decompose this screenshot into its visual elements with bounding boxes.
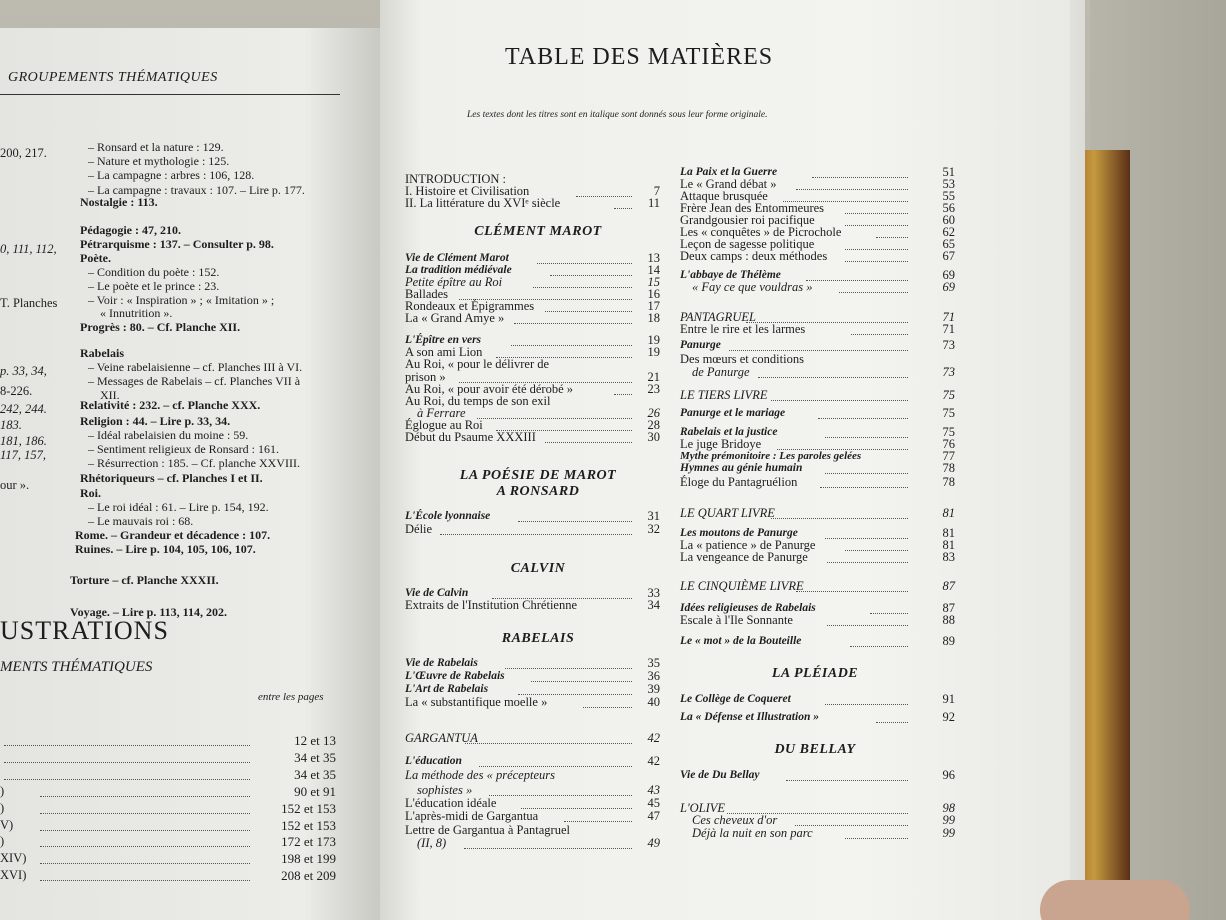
leader-dots [545,310,632,312]
toc-page-number: 45 [647,796,660,810]
index-fragment: p. 33, 34, [0,364,47,378]
toc-entry: Grandgousier roi pacifique [680,213,815,227]
leader-dots [4,761,250,763]
toc-page-number: 62 [942,225,955,239]
toc-section-heading: RABELAIS [501,631,575,646]
index-entry: – Le roi idéal : 61. – Lire p. 154, 192. [88,500,269,514]
index-entry: Ruines. – Lire p. 104, 105, 106, 107. [75,542,256,556]
leader-dots [40,812,250,814]
toc-page-number: 7 [653,184,660,198]
toc-page-number: 73 [942,338,955,352]
toc-entry: Déjà la nuit en son parc [692,826,813,840]
leader-dots [771,517,908,519]
leader-dots [825,703,908,705]
leader-dots [465,742,632,744]
toc-page-number: 88 [942,613,955,627]
leader-dots [531,680,632,682]
leader-dots [564,820,632,822]
toc-page-number: 31 [647,509,660,523]
toc-page-number: 26 [647,406,660,420]
index-entry: Rhétoriqueurs – cf. Planches I et II. [80,471,263,485]
index-entry: XII. [100,388,120,402]
toc-page-number: 81 [942,538,955,552]
toc-entry: à Ferrare [417,406,466,420]
leader-dots [845,248,908,250]
toc-entry: « Fay ce que vouldras » [692,280,813,294]
toc-entry: La Paix et la Guerre [680,166,778,178]
illustration-pages: 152 et 153 [281,818,336,833]
index-entry: Relativité : 232. – cf. Planche XXX. [80,398,261,412]
index-fragment: T. Planches [0,296,58,310]
toc-entry: Délie [405,522,433,536]
toc-entry: L'abbaye de Thélème [680,269,781,281]
toc-entry: Le « mot » de la Bouteille [680,635,802,647]
leader-dots [845,260,908,262]
leader-dots [4,778,250,780]
index-entry: Roi. [80,486,101,500]
toc-entry: LE CINQUIÈME LIVRE [680,579,804,593]
toc-page-number: 56 [942,201,955,215]
leader-dots [851,333,908,335]
toc-entry: Ballades [405,287,449,301]
index-entry: – Ronsard et la nature : 129. [88,140,224,154]
leader-dots [4,744,250,746]
leader-dots [876,721,908,723]
index-entry: – Messages de Rabelais – cf. Planches VII à [88,374,301,388]
toc-page-number: 99 [942,826,955,840]
toc-note: Les textes dont les titres sont en italique sont donnés sous leur forme originale. [467,110,768,120]
toc-page-number: 43 [647,783,660,797]
toc-entry: prison » [405,370,446,384]
illustration-label: XIV) [0,851,27,865]
index-fragment: 183. [0,418,22,432]
entre-les-pages-label: entre les pages [258,691,324,703]
toc-page-number: 77 [942,449,955,463]
toc-entry: Attaque brusquée [680,189,768,203]
index-entry: Religion : 44. – Lire p. 33, 34. [80,414,231,428]
toc-entry: Églogue au Roi [405,418,483,432]
toc-page-number: 96 [942,768,955,782]
toc-section-heading: A RONSARD [496,484,580,499]
toc-page-number: 21 [647,370,660,384]
toc-entry: GARGANTUA [405,731,478,745]
leader-dots [614,207,632,209]
toc-entry: Frère Jean des Entommeures [680,201,825,215]
toc-entry: La « Défense et Illustration » [680,711,819,723]
toc-entry: La « Grand Amye » [405,311,505,325]
toc-page-number: 17 [647,299,660,313]
header-rule [0,94,340,95]
leader-dots [845,837,908,839]
illustration-pages: 34 et 35 [294,750,336,765]
toc-entry: Mythe prémonitoire : Les paroles gelées [680,450,862,462]
leader-dots [786,779,908,781]
toc-entry: Vie de Calvin [405,587,469,599]
illustration-label: ) [0,784,5,798]
leader-dots [812,176,908,178]
illustration-pages: 90 et 91 [294,784,336,799]
toc-entry: Le juge Bridoye [680,437,762,451]
toc-entry: La méthode des « précepteurs [405,768,555,782]
toc-entry: Leçon de sagesse politique [680,237,815,251]
leader-dots [514,322,632,324]
toc-entry: Idées religieuses de Rabelais [680,602,816,614]
leader-dots [614,393,632,395]
leader-dots [806,279,908,281]
toc-page-number: 75 [942,425,955,439]
toc-page-number: 19 [647,345,660,359]
illustration-pages: 34 et 35 [294,767,336,782]
illustration-label: ) [0,834,5,848]
toc-entry: Panurge [680,339,721,351]
toc-page-number: 14 [647,263,660,277]
toc-entry: INTRODUCTION : [405,172,507,186]
illustrations-subtitle: MENTS THÉMATIQUES [0,659,153,675]
toc-entry: Rabelais et la justice [680,426,778,438]
illustration-label: ) [0,801,5,815]
illustration-pages: 208 et 209 [281,868,336,883]
toc-page-number: 73 [942,365,955,379]
toc-page-number: 60 [942,213,955,227]
leader-dots [827,561,908,563]
leader-dots [825,537,908,539]
toc-page-number: 87 [942,601,955,615]
toc-entry: L'éducation [405,755,462,767]
toc-entry: Entre le rire et les larmes [680,322,806,336]
toc-page-number: 39 [647,682,660,696]
toc-page-number: 42 [647,754,660,768]
toc-page-number: 36 [647,669,660,683]
illustrations-title: USTRATIONS [0,616,169,645]
toc-entry: Ces cheveux d'or [692,813,778,827]
index-entry: Pédagogie : 47, 210. [80,223,181,237]
toc-entry: L'Art de Rabelais [405,683,489,695]
toc-entry: II. La littérature du XVIᵉ siècle [405,196,561,210]
leader-dots [820,486,908,488]
toc-page-number: 30 [647,430,660,444]
leader-dots [440,533,632,535]
leader-dots [758,376,908,378]
illustration-label: XVI) [0,868,27,882]
index-fragment: our ». [0,478,30,492]
toc-entry: L'École lyonnaise [405,510,491,522]
index-entry: – Résurrection : 185. – Cf. planche XXVIII. [88,456,300,470]
index-fragment: 117, 157, [0,448,46,462]
toc-page-number: 83 [942,550,955,564]
leader-dots [40,795,250,797]
toc-entry: Vie de Clément Marot [405,252,509,264]
toc-entry: Hymnes au génie humain [680,462,803,474]
leader-dots [464,847,632,849]
leader-dots [818,417,908,419]
toc-entry: Panurge et le mariage [680,407,786,419]
leader-dots [511,344,632,346]
leader-dots [576,195,632,197]
toc-entry: L'Œuvre de Rabelais [405,670,505,682]
index-entry: – Nature et mythologie : 125. [88,154,230,168]
illustration-label: V) [0,818,14,832]
illustration-pages: 12 et 13 [294,733,336,748]
toc-page-number: 78 [942,461,955,475]
leader-dots [845,549,908,551]
index-entry: – Idéal rabelaisien du moine : 59. [88,428,249,442]
toc-page-number: 81 [942,506,955,520]
toc-page-number: 16 [647,287,660,301]
toc-entry: La « patience » de Panurge [680,538,816,552]
toc-entry: Les moutons de Panurge [680,527,798,539]
toc-entry: L'après-midi de Gargantua [405,809,539,823]
index-fragment: 181, 186. [0,434,47,448]
toc-entry: Extraits de l'Institution Chrétienne [405,598,578,612]
toc-entry: LE QUART LIVRE [680,506,775,520]
toc-entry: Au Roi, « pour avoir été dérobé » [405,382,574,396]
toc-entry: A son ami Lion [405,345,483,359]
leader-dots [479,765,632,767]
toc-entry: I. Histoire et Civilisation [405,184,530,198]
leader-dots [40,862,250,864]
toc-entry: La « substantifique moelle » [405,695,548,709]
index-fragment: 0, 111, 112, [0,242,57,256]
toc-entry: LE TIERS LIVRE [680,388,768,402]
leader-dots [839,291,908,293]
leader-dots [729,349,908,351]
index-entry: – Condition du poète : 152. [88,265,220,279]
index-entry: « Innutrition ». [100,306,173,320]
toc-page-number: 32 [647,522,660,536]
toc-page-number: 42 [647,731,660,745]
toc-page-number: 75 [942,406,955,420]
leader-dots [550,274,632,276]
leader-dots [477,417,632,419]
leader-dots [796,590,908,592]
leader-dots [845,212,908,214]
leader-dots [850,645,908,647]
toc-page-number: 81 [942,526,955,540]
leader-dots [876,236,908,238]
toc-entry: Le Collège de Coqueret [680,693,791,705]
leader-dots [870,612,908,614]
toc-section-heading: CALVIN [510,561,566,576]
index-entry: – La campagne : arbres : 106, 128. [88,168,255,182]
toc-section-heading: LA PLÉIADE [771,666,859,681]
toc-page-number: 34 [647,598,660,612]
leader-dots [518,520,632,522]
toc-page-number: 65 [942,237,955,251]
toc-page-number: 19 [647,333,660,347]
index-fragment: 8-226. [0,384,33,398]
toc-entry: PANTAGRUEL [680,310,756,324]
toc-page-number: 99 [942,813,955,827]
index-entry: – Sentiment religieux de Ronsard : 161. [88,442,279,456]
toc-entry: Deux camps : deux méthodes [680,249,828,263]
toc-entry: Au Roi, du temps de son exil [405,394,551,408]
leader-dots [537,262,632,264]
toc-page-number: 23 [647,382,660,396]
toc-page-number: 89 [942,634,955,648]
toc-page-number: 51 [942,165,955,179]
index-entry: Rabelais [80,346,125,360]
leader-dots [771,399,908,401]
index-entry: Poète. [80,251,111,265]
leader-dots [845,224,908,226]
toc-page-number: 35 [647,656,660,670]
toc-entry: Lettre de Gargantua à Pantagruel [405,823,570,837]
toc-entry: L'Épître en vers [405,334,482,346]
toc-page-number: 87 [942,579,955,593]
toc-entry: Vie de Du Bellay [680,769,760,781]
toc-entry: Des mœurs et conditions [680,352,804,366]
toc-page-number: 11 [647,196,660,210]
toc-page-number: 15 [647,275,660,289]
index-entry: – Le mauvais roi : 68. [88,514,194,528]
leader-dots [583,706,632,708]
index-entry: – Veine rabelaisienne – cf. Planches III à VI. [88,360,303,374]
toc-section-heading: CLÉMENT MAROT [474,224,602,239]
toc-entry: (II, 8) [417,836,447,850]
toc-page-number: 28 [647,418,660,432]
index-entry: – Le poète et le prince : 23. [88,279,220,293]
toc-page-number: 75 [942,388,955,402]
leader-dots [533,286,632,288]
toc-entry: de Panurge [692,365,750,379]
leader-dots [40,829,250,831]
leader-dots [489,794,632,796]
toc-entry: Rondeaux et Épigrammes [405,299,535,313]
left-page [0,28,380,920]
toc-entry: Éloge du Pantagruélion [680,475,798,489]
toc-page-number: 55 [942,189,955,203]
index-fragment: 242, 244. [0,402,47,416]
toc-page-number: 67 [942,249,955,263]
toc-page-number: 49 [647,836,660,850]
toc-page-number: 33 [647,586,660,600]
leader-dots [827,624,908,626]
toc-page-number: 78 [942,475,955,489]
toc-entry: sophistes » [417,783,473,797]
toc-page-number: 47 [647,809,660,823]
leader-dots [545,441,632,443]
leader-dots [505,667,632,669]
toc-page-number: 13 [647,251,660,265]
toc-page-number: 71 [942,322,955,336]
index-entry: Rome. – Grandeur et décadence : 107. [75,528,271,542]
leader-dots [825,436,908,438]
toc-entry: Au Roi, « pour le délivrer de [405,357,550,371]
index-entry: Nostalgie : 113. [80,195,158,209]
right-page [380,0,1070,920]
toc-entry: L'OLIVE [680,801,726,815]
toc-entry: La tradition médiévale [405,264,512,276]
toc-page-number: 18 [647,311,660,325]
index-entry: Voyage. – Lire p. 113, 114, 202. [70,605,228,619]
toc-entry: La vengeance de Panurge [680,550,808,564]
index-entry: Torture – cf. Planche XXXII. [70,573,219,587]
toc-page-number: 53 [942,177,955,191]
toc-page-number: 98 [942,801,955,815]
toc-page-number: 92 [942,710,955,724]
illustration-pages: 198 et 199 [281,851,336,866]
toc-page-number: 76 [942,437,955,451]
toc-entry: Début du Psaume XXXIII [405,430,536,444]
toc-page-number: 69 [942,280,955,294]
toc-entry: Le « Grand débat » [680,177,777,191]
leader-dots [825,472,908,474]
leader-dots [796,188,908,190]
illustration-pages: 172 et 173 [281,834,336,849]
leader-dots [40,845,250,847]
index-entry: Progrès : 80. – Cf. Planche XII. [80,320,241,334]
toc-page-number: 91 [942,692,955,706]
toc-entry: Escale à l'Ile Sonnante [680,613,793,627]
toc-entry: Les « conquêtes » de Picrochole [680,225,842,239]
toc-section-heading: LA POÉSIE DE MAROT [459,468,617,483]
illustration-pages: 152 et 153 [281,801,336,816]
toc-title: TABLE DES MATIÈRES [505,44,774,70]
toc-entry: Petite épître au Roi [405,275,503,289]
index-entry: – Voir : « Inspiration » ; « Imitation » ; [88,293,275,307]
toc-page-number: 71 [942,310,955,324]
toc-entry: L'éducation idéale [405,796,497,810]
index-entry: Pétrarquisme : 137. – Consulter p. 98. [80,237,274,251]
thumb [1040,880,1190,920]
left-page-header: GROUPEMENTS THÉMATIQUES [8,70,218,85]
index-entry: – La campagne : travaux : 107. – Lire p. 177. [88,183,305,197]
toc-entry: Vie de Rabelais [405,657,478,669]
toc-page-number: 40 [647,695,660,709]
index-fragment: 200, 217. [0,146,47,160]
toc-section-heading: DU BELLAY [774,742,856,757]
leader-dots [40,879,250,881]
toc-page-number: 69 [942,268,955,282]
